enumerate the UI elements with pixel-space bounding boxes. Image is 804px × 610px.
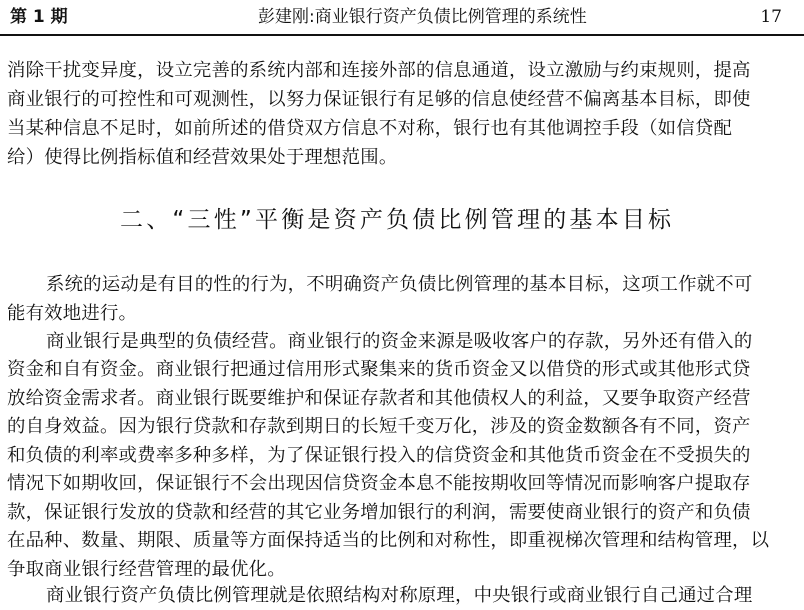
text-line: 系统的运动是有目的性的行为，不明确资产负债比例管理的基本目标，这项工作就不可 <box>46 274 753 295</box>
page-number: 17 <box>760 7 782 27</box>
text-line: 情况下如期收回，保证银行不会出现因信贷资金本息不能按期收回等情况而影响客户提取存 <box>7 473 751 494</box>
text-line: 和负债的利率或费率多种多样，为了保证银行投入的信贷资金和其他货币资金在不受损失的 <box>7 445 751 466</box>
text-line: 款，保证银行发放的贷款和经营的其它业务增加银行的利润，需要使商业银行的资产和负债 <box>7 502 751 523</box>
running-header <box>0 0 804 36</box>
issue-number: 第 1 期 <box>10 7 68 27</box>
text-line: 放给资金需求者。商业银行既要维护和保证存款者和其他债权人的利益，又要争取资产经营 <box>7 388 751 409</box>
text-line: 消除干扰变异度，设立完善的系统内部和连接外部的信息通道，设立激励与约束规则，提高 <box>7 60 751 81</box>
text-line: 在品种、数量、期限、质量等方面保持适当的比例和对称性，即重视梯次管理和结构管理，以 <box>7 530 770 551</box>
text-line: 争取商业银行经营管理的最优化。 <box>7 559 286 580</box>
section-heading: 二、“三性”平衡是资产负债比例管理的基本目标 <box>120 207 675 233</box>
text-line: 商业银行是典型的负债经营。商业银行的资金来源是吸收客户的存款，另外还有借入的 <box>46 331 753 352</box>
text-line: 商业银行的可控性和可观测性，以努力保证银行有足够的信息使经营不偏离基本目标，即使 <box>7 89 751 110</box>
text-line: 的自身效益。因为银行贷款和存款到期日的长短千变万化，涉及的资金数额各有不同，资产 <box>7 416 751 437</box>
running-title: 彭建刚:商业银行资产负债比例管理的系统性 <box>258 7 587 27</box>
text-line: 商业银行资产负债比例管理就是依照结构对称原理，中央银行或商业银行自己通过合理 <box>46 585 753 606</box>
text-line: 能有效地进行。 <box>7 303 138 324</box>
text-line: 当某种信息不足时，如前所述的借贷双方信息不对称，银行也有其他调控手段（如信贷配 <box>7 118 733 139</box>
text-line: 资金和自有资金。商业银行把通过信用形式聚集来的货币资金又以借贷的形式或其他形式贷 <box>7 359 751 380</box>
text-line: 给）使得比例指标值和经营效果处于理想范围。 <box>7 147 398 168</box>
